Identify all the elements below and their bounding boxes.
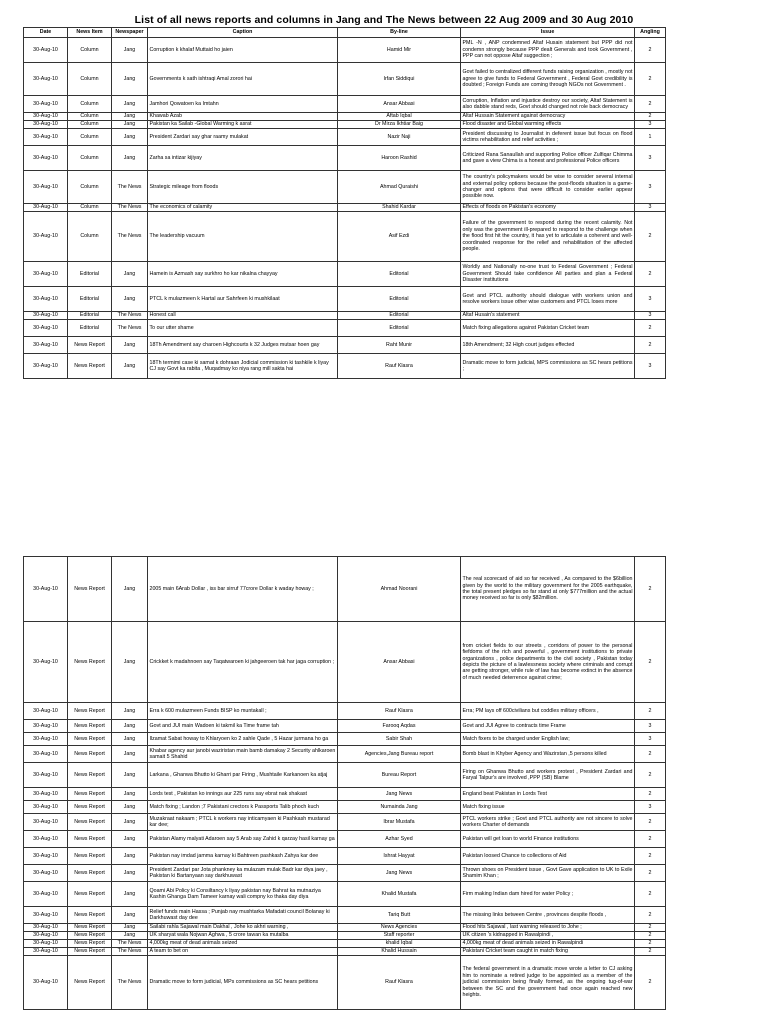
cell-by-line: Rauf Klasra [338,956,461,1010]
cell-news-item: News Report [68,907,112,924]
cell-newspaper: The News [112,320,148,337]
news-table-bottom [23,556,666,1010]
cell-by-line: Editorial [338,287,461,312]
cell-news-item: News Report [68,865,112,882]
cell-angling: 3 [635,287,666,312]
cell-news-item: News Report [68,948,112,956]
table-row [24,96,666,113]
cell-caption: President Zardari say ghar raamy mulakat [148,129,338,146]
cell-caption: 18Th Amendment say charoen Highcourts k 32 Judges mutsar hoen gay [148,337,338,354]
cell-date: 30-Aug-10 [24,354,68,379]
cell-newspaper: The News [112,212,148,262]
table-row [24,312,666,320]
cell-newspaper: Jang [112,287,148,312]
cell-issue: Effects of floods on Pakistan's economy [461,204,635,212]
cell-newspaper: The News [112,171,148,204]
table-row [24,763,666,788]
cell-angling: 2 [635,63,666,96]
cell-date: 30-Aug-10 [24,212,68,262]
cell-date: 30-Aug-10 [24,865,68,882]
table-row [24,320,666,337]
news-table-top [23,27,666,379]
cell-issue: The missing links between Centre , provinces despite floods , [461,907,635,924]
cell-caption: The leadership vacuum [148,212,338,262]
cell-caption: Pakistan ka Sailab -Global Warming k asrat [148,121,338,129]
cell-issue: Flood hits Sajawal , last warning released to Johe ; [461,924,635,932]
cell-date: 30-Aug-10 [24,932,68,940]
table-row [24,212,666,262]
cell-by-line: Sabir Shah [338,733,461,746]
cell-date: 30-Aug-10 [24,63,68,96]
cell-newspaper: Jang [112,814,148,831]
cell-issue: Failure of the government to respond during the recent calamity. Not only was the government ill-prepared to respond to the challenge when the flood first hit the country, it has yet to articulate a coherent and well-coordinated response for the relief and rehabilitation of the affected people. [461,212,635,262]
cell-angling: 2 [635,831,666,848]
cell-caption: To our utter shame [148,320,338,337]
cell-issue: 4,000kg meat of dead animals seized in Rawalpindi [461,940,635,948]
table-row [24,788,666,801]
cell-angling: 3 [635,801,666,814]
cell-by-line: Nazir Naji [338,129,461,146]
cell-news-item: Editorial [68,312,112,320]
cell-by-line: Bureau Report [338,763,461,788]
cell-date: 30-Aug-10 [24,204,68,212]
table-row [24,557,666,622]
cell-news-item: News Report [68,814,112,831]
table-row [24,907,666,924]
cell-angling: 2 [635,622,666,703]
cell-news-item: Column [68,212,112,262]
cell-angling: 3 [635,146,666,171]
table-row [24,63,666,96]
header-newspaper: Newspaper [112,28,148,38]
cell-angling: 2 [635,320,666,337]
table-row [24,38,666,63]
cell-newspaper: Jang [112,924,148,932]
cell-issue: President discussing to Journalist in deferent issue but focus on flood victims rehabilitation and relief activities ; [461,129,635,146]
cell-angling: 2 [635,557,666,622]
cell-news-item: Column [68,129,112,146]
cell-by-line: Rauf Klasra [338,354,461,379]
cell-date: 30-Aug-10 [24,848,68,865]
header-issue: Issue [461,28,635,38]
cell-date: 30-Aug-10 [24,96,68,113]
cell-issue: The real scorecard of aid so far received , As compared to the $6billion given by the world to the military government for the 2005 earthquake, the total present pledges so far stand at only $777million and the actual money received so far is only $82million. [461,557,635,622]
cell-caption: Sailabi rahla Sajawal main Dakhal , Johe ko akhri warning , [148,924,338,932]
cell-caption: Corruption k khalaf Muttaid ho jaien [148,38,338,63]
cell-by-line: Ansar Abbasi [338,96,461,113]
cell-caption: Governments k sath ishtraqi Amal zorori hai [148,63,338,96]
table-row [24,720,666,733]
cell-news-item: Column [68,113,112,121]
table-row [24,146,666,171]
table-row [24,932,666,940]
cell-news-item: Column [68,204,112,212]
cell-date: 30-Aug-10 [24,121,68,129]
cell-issue: Firm making Indian dam hired for water Policy ; [461,882,635,907]
cell-by-line: Irfan Siddiqui [338,63,461,96]
cell-news-item: News Report [68,746,112,763]
cell-date: 30-Aug-10 [24,907,68,924]
cell-by-line: Agencies,Jang Bureau report [338,746,461,763]
cell-caption: Pakistan nay imdad jamma karnay ki Bahtreen pashkash Zahya kar dee [148,848,338,865]
cell-date: 30-Aug-10 [24,557,68,622]
table-row [24,262,666,287]
cell-by-line: Hamid Mir [338,38,461,63]
cell-newspaper: Jang [112,113,148,121]
cell-caption: Govt and JUI main Wadoen ki takmil ka Time frame tah [148,720,338,733]
cell-date: 30-Aug-10 [24,113,68,121]
cell-issue: Match fixers to be charged under English law; [461,733,635,746]
cell-caption: Pakistan Alamy malyati Adaroen say 5 Arab say Zahid k qarzay hasil karnay ga [148,831,338,848]
cell-angling: 2 [635,703,666,720]
cell-newspaper: Jang [112,907,148,924]
cell-angling: 2 [635,763,666,788]
cell-newspaper: Jang [112,146,148,171]
cell-angling: 2 [635,814,666,831]
cell-caption: Qoami Abi Policy ki Consiltancy k liyay pakistan nay Bahrat ka mutnaziya Kashin Ghanga Dam Tameer karnay wali compny ko thaka day diya [148,882,338,907]
cell-issue: Firing on Ghanwa Bhutto and workers protest , President Zardari and Faryal Talpur's are involved ,PPP (SB) Blame [461,763,635,788]
cell-by-line: Khalid Hussain [338,948,461,956]
cell-angling: 2 [635,848,666,865]
cell-caption: Lords test , Pakistan ko innings aur 225 runs say ebrat nak shakast [148,788,338,801]
cell-date: 30-Aug-10 [24,948,68,956]
table-row [24,924,666,932]
cell-issue: Bomb blast in Khyber Agency and Wazirstan ,5 persons killed [461,746,635,763]
cell-by-line: Azhar Syed [338,831,461,848]
cell-news-item: News Report [68,763,112,788]
cell-issue: PML -N , ANP condemned Altaf Husain statement but PPP did not condemn strongly because PPP dealt Generals and took Government , PPP can not oppose Altaf suggection ; [461,38,635,63]
cell-date: 30-Aug-10 [24,129,68,146]
cell-date: 30-Aug-10 [24,320,68,337]
cell-caption: Khabar agency aur janobi waziristan main bamb damakay 2 Security ahlkaroen samait 5 Shahid [148,746,338,763]
table-row [24,287,666,312]
cell-news-item: News Report [68,940,112,948]
cell-angling: 3 [635,204,666,212]
cell-issue: Match fixing allegations against Pakistan Cricket team [461,320,635,337]
table-row [24,337,666,354]
cell-newspaper: Jang [112,882,148,907]
cell-caption: 4,000kg meat of dead animals seized [148,940,338,948]
cell-newspaper: Jang [112,354,148,379]
cell-date: 30-Aug-10 [24,814,68,831]
cell-issue: Govt and PTCL authority should dialogue with workers union and resolve workers issue other wise customers and PTCL loses more [461,287,635,312]
cell-news-item: News Report [68,703,112,720]
cell-caption: Match fixing ; Landon ;7 Pakistani crectors k Passports Talib phoch kuch [148,801,338,814]
cell-news-item: Column [68,146,112,171]
cell-caption: 18Th termimi case ki samat k dohraan Jodicial commission ki tashkile k liyay CJ say Govt ka rabita , Muqadmay ko niya rang mill sakta hai [148,354,338,379]
cell-date: 30-Aug-10 [24,146,68,171]
cell-caption: Zarha sa intizar kijiyay [148,146,338,171]
cell-caption: Erra k 600 mulazmeen Funds BISP ko muntakall ; [148,703,338,720]
cell-caption: Khawab Azab [148,113,338,121]
cell-newspaper: Jang [112,96,148,113]
cell-caption: Relief funds main Hassa ; Punjab nay mushtarka Mafadati council Bolanay ki Darkhuwast day dee [148,907,338,924]
cell-date: 30-Aug-10 [24,287,68,312]
cell-news-item: Column [68,38,112,63]
table-row [24,703,666,720]
cell-news-item: News Report [68,956,112,1010]
cell-issue: Govt failed to centralized different funds raising organization , mostly not agree to give funds to Federal Government , Federal Govt credibility is doubted ; Foreign Funds are coming through NGOs not Government . [461,63,635,96]
cell-date: 30-Aug-10 [24,746,68,763]
cell-newspaper: Jang [112,865,148,882]
cell-newspaper: Jang [112,622,148,703]
cell-issue: The country's policymakers would be wise to consider several internal and external policy options because the post-floods situation is a game-changer and options that were difficult to consider earlier appear possible now. [461,171,635,204]
cell-issue: Govt and JUI Agree to contracts time Frame [461,720,635,733]
header-news-item: News Item [68,28,112,38]
cell-newspaper: Jang [112,337,148,354]
cell-caption: 2005 main 6Arab Dollar , iss bar sirruf 77crore Dollar k waday howay ; [148,557,338,622]
cell-caption: Dramatic move to form judicial, MPs commissions as SC hears petitions [148,956,338,1010]
cell-newspaper: The News [112,312,148,320]
table-row [24,948,666,956]
table-row [24,354,666,379]
cell-angling: 2 [635,882,666,907]
cell-angling: 1 [635,129,666,146]
cell-issue: Pakistan will get loan to world Finance institutions [461,831,635,848]
cell-date: 30-Aug-10 [24,956,68,1010]
cell-caption: President Zardari par Jota phankney ka mulazam mulak Badr kar diya jaey , Pakistan ki Bartanyaan say darkhuwast [148,865,338,882]
cell-newspaper: Jang [112,788,148,801]
cell-newspaper: The News [112,204,148,212]
cell-news-item: News Report [68,354,112,379]
cell-newspaper: Jang [112,801,148,814]
cell-by-line: Staff reporter [338,932,461,940]
cell-issue: Altaf Hussain Statement against democracy [461,113,635,121]
cell-issue: Criticized Rana Sanaullah and supporting Police officer Zulfiqar Chimma and gave a view Chima is a honest and professional Police officers [461,146,635,171]
cell-issue: England beat Pakistan in Lords Test [461,788,635,801]
cell-issue: UK citizen 's kidnapped in Rawalpindi , [461,932,635,940]
cell-issue: PTCL workers strike ; Govt and PTCL authority are not sincere to solve workers Charter of demands [461,814,635,831]
cell-angling: 2 [635,788,666,801]
cell-angling: 2 [635,337,666,354]
cell-date: 30-Aug-10 [24,720,68,733]
cell-by-line: Editorial [338,312,461,320]
cell-by-line: Aftab Iqbal [338,113,461,121]
cell-caption: A team to bet on [148,948,338,956]
cell-issue: from cricket fields to our streets , corridors of power to the personal fiefdoms of the rich and powerful , government institutions to private organizations , police departments to the civil society , Pakistan today depicts the picture of a lawlessness society where criminals and corrupt are getting stronger, while rule of law has become extinct in the absence of much needed deterrence against crime; [461,622,635,703]
cell-by-line: Farooq Aqdas [338,720,461,733]
table-row [24,814,666,831]
cell-issue: Pakistan loosed Chance to collections of Aid [461,848,635,865]
cell-caption: Larkana , Ghanwa Bhutto ki Gharri par Firing , Mushtaile Karkanoen ka atjaj [148,763,338,788]
page-title: List of all news reports and columns in Jang and The News between 22 Aug 2009 and 30 Aug 2010 [134,14,634,26]
table-row [24,831,666,848]
cell-angling: 2 [635,262,666,287]
cell-by-line: Haroon Rashid [338,146,461,171]
header-row [24,28,666,38]
cell-date: 30-Aug-10 [24,882,68,907]
cell-newspaper: Jang [112,848,148,865]
cell-date: 30-Aug-10 [24,337,68,354]
cell-angling: 2 [635,940,666,948]
cell-date: 30-Aug-10 [24,924,68,932]
cell-issue: Pakistani Cricket team caught in match fixing [461,948,635,956]
cell-date: 30-Aug-10 [24,788,68,801]
cell-newspaper: Jang [112,63,148,96]
cell-newspaper: Jang [112,557,148,622]
table-row [24,956,666,1010]
table-row [24,801,666,814]
cell-angling: 2 [635,948,666,956]
cell-by-line: Ansar Abbasi [338,622,461,703]
cell-by-line: Editorial [338,262,461,287]
cell-by-line: Jang News [338,865,461,882]
cell-newspaper: Jang [112,703,148,720]
cell-by-line: Dr Mirza Ikhtiar Baig [338,121,461,129]
cell-angling: 3 [635,121,666,129]
cell-news-item: News Report [68,801,112,814]
cell-newspaper: Jang [112,763,148,788]
cell-issue: Dramatic move to form judicial, MPS commissions as SC hears petitions ; [461,354,635,379]
cell-news-item: Column [68,121,112,129]
cell-by-line: Khalid Mustafa [338,882,461,907]
cell-news-item: News Report [68,848,112,865]
cell-angling: 2 [635,113,666,121]
cell-news-item: News Report [68,831,112,848]
cell-news-item: News Report [68,622,112,703]
cell-newspaper: Jang [112,38,148,63]
header-date: Date [24,28,68,38]
cell-angling: 2 [635,907,666,924]
cell-caption: Ilzamat Sabat howay to Khlaryoen ko 2 sahle Qade , 5 Hazar jurmana ho ga [148,733,338,746]
cell-angling: 2 [635,865,666,882]
cell-angling: 3 [635,733,666,746]
cell-angling: 2 [635,932,666,940]
cell-issue: Altaf Husain's statement [461,312,635,320]
cell-issue: Match fixing issue [461,801,635,814]
cell-caption: PTCL k mulazmeen k Hartal aur Sahrfeen ki mushkilaat [148,287,338,312]
cell-date: 30-Aug-10 [24,801,68,814]
cell-date: 30-Aug-10 [24,171,68,204]
table-row [24,121,666,129]
table-row [24,204,666,212]
cell-by-line: Rauf Klasra [338,703,461,720]
cell-angling: 3 [635,720,666,733]
cell-news-item: Editorial [68,287,112,312]
cell-news-item: Column [68,96,112,113]
cell-by-line: Editorial [338,320,461,337]
cell-issue: Thrown shoes on President issue , Govt Gave application to UK to Exile Shamim Khan ; [461,865,635,882]
header-angling: Angling [635,28,666,38]
cell-newspaper: Jang [112,129,148,146]
cell-issue: Worldly and Nationally no-one trust to Federal Government ; Federal Government Should take confidence All parties and plan a Federal Disaster institutions [461,262,635,287]
cell-caption: Muzakraat nakaam ; PTCL k workers nay inticamyaen ki Pashkash mustarad kar dee; [148,814,338,831]
cell-date: 30-Aug-10 [24,940,68,948]
header-caption: Caption [148,28,338,38]
cell-news-item: News Report [68,882,112,907]
cell-date: 30-Aug-10 [24,622,68,703]
cell-by-line: khalid Iqbal [338,940,461,948]
cell-newspaper: Jang [112,932,148,940]
cell-newspaper: The News [112,940,148,948]
cell-news-item: Editorial [68,262,112,287]
cell-caption: Honest call [148,312,338,320]
cell-news-item: Editorial [68,320,112,337]
cell-date: 30-Aug-10 [24,262,68,287]
cell-angling: 3 [635,312,666,320]
cell-issue: Flood disaster and Global warming effects [461,121,635,129]
cell-news-item: News Report [68,337,112,354]
cell-newspaper: Jang [112,262,148,287]
cell-news-item: News Report [68,932,112,940]
cell-date: 30-Aug-10 [24,733,68,746]
cell-by-line: Ahmad Quraishi [338,171,461,204]
cell-by-line: Numainda Jang [338,801,461,814]
cell-angling: 2 [635,746,666,763]
cell-by-line: Ibrar Mustafa [338,814,461,831]
cell-angling: 2 [635,96,666,113]
cell-caption: Crickket k madahnoen say Taqatwaroen ki jahgeeroen tak har jaga corruption ; [148,622,338,703]
cell-date: 30-Aug-10 [24,703,68,720]
cell-by-line: Ahmad Noorani [338,557,461,622]
table-row [24,882,666,907]
cell-newspaper: Jang [112,720,148,733]
cell-caption: Jamhori Qowatoen ka Imtahn [148,96,338,113]
cell-by-line: Shahid Kardar [338,204,461,212]
cell-date: 30-Aug-10 [24,38,68,63]
cell-newspaper: The News [112,948,148,956]
cell-news-item: News Report [68,733,112,746]
cell-angling: 2 [635,956,666,1010]
header-by-line: By-line [338,28,461,38]
table-row [24,733,666,746]
table-row [24,129,666,146]
cell-angling: 3 [635,171,666,204]
cell-news-item: Column [68,63,112,96]
cell-by-line: Asif Ezdi [338,212,461,262]
cell-caption: Strategic mileage from floods [148,171,338,204]
table-row [24,171,666,204]
cell-angling: 2 [635,38,666,63]
cell-newspaper: Jang [112,831,148,848]
cell-angling: 2 [635,924,666,932]
cell-issue: Erra; PM lays off 600civilians but coddles military officers , [461,703,635,720]
cell-newspaper: Jang [112,733,148,746]
table-row [24,113,666,121]
cell-by-line: Ishrat Hayyat [338,848,461,865]
cell-issue: Corruption, Inflation and injustice destroy our society, Altaf Statement is also dabble stand reds, Govt should changed not role back democracy [461,96,635,113]
cell-issue: The federal government in a dramatic move wrote a letter to CJ asking him to nominate a retired judge to be appointed as a member of the judicial commission being finally formed, as the ongoing tug-of-war between the SC and the government had once again reached new heights. [461,956,635,1010]
table-row [24,746,666,763]
cell-angling: 3 [635,354,666,379]
cell-news-item: News Report [68,557,112,622]
cell-issue: 18th Amendment; 32 High court judges effected [461,337,635,354]
cell-news-item: News Report [68,924,112,932]
table-row [24,848,666,865]
table-row [24,940,666,948]
cell-by-line: Tariq Butt [338,907,461,924]
table-row [24,865,666,882]
cell-by-line: News Agencies [338,924,461,932]
cell-date: 30-Aug-10 [24,831,68,848]
cell-caption: UK sharyat wala Nojwan Aghwa , 5 crore tawan ka mutalba [148,932,338,940]
cell-news-item: Column [68,171,112,204]
cell-caption: The economics of calamity [148,204,338,212]
cell-news-item: News Report [68,788,112,801]
cell-newspaper: Jang [112,121,148,129]
cell-date: 30-Aug-10 [24,312,68,320]
table-row [24,622,666,703]
cell-by-line: Jang News [338,788,461,801]
cell-caption: Hamein is Azmash say surkhro ho kar nikalna chayyay [148,262,338,287]
cell-news-item: News Report [68,720,112,733]
cell-date: 30-Aug-10 [24,763,68,788]
cell-angling: 2 [635,212,666,262]
cell-newspaper: Jang [112,746,148,763]
cell-by-line: Raht Munir [338,337,461,354]
cell-newspaper: The News [112,956,148,1010]
